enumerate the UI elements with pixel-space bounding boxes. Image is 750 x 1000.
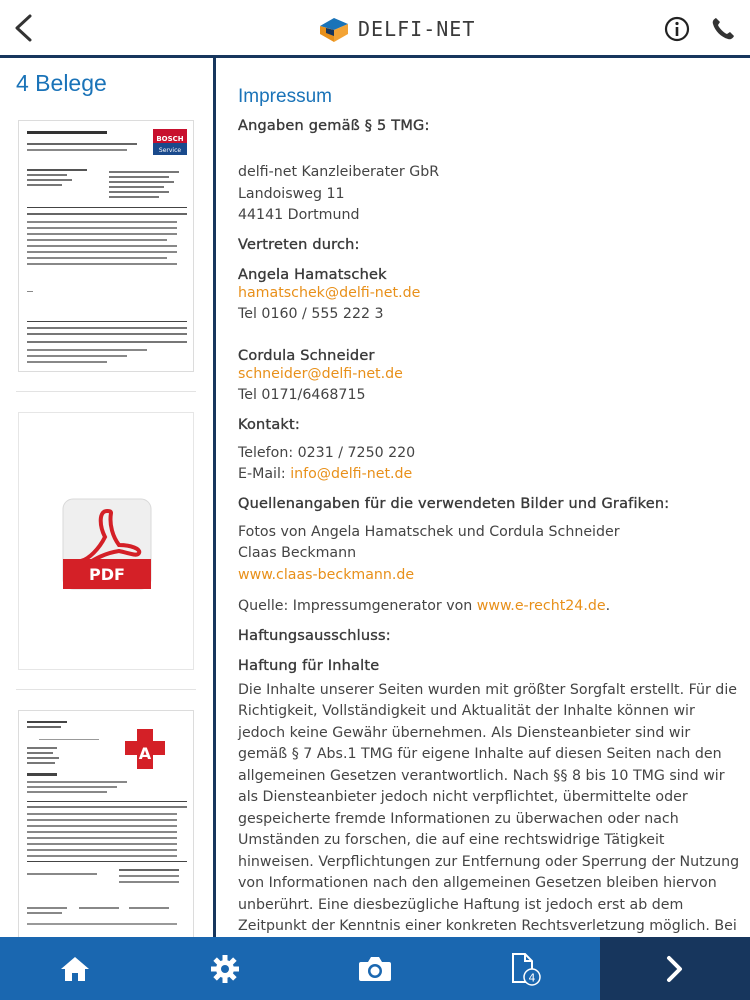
quellen-heading: Quellenangaben für die verwendeten Bilder und Grafiken: [238,495,670,512]
logo-mark-icon [318,14,352,44]
haftung-heading: Haftungsausschluss: [238,627,391,644]
impressum-content [216,58,750,937]
receipt-thumbnail-pharmacy [18,710,194,937]
delfi-net-logo [318,12,475,46]
phone-button[interactable] [708,14,738,44]
documents-badge: 4 [528,971,536,984]
tab-home[interactable] [0,937,150,1000]
person1-name: Angela Hamatschek [238,266,387,283]
kontakt-telefon: Telefon: 0231 / 7250 220 [238,444,416,461]
chevron-right-icon [664,954,686,984]
receipt-thumbnail-invoice [18,120,194,372]
camera-icon [358,955,392,983]
pharmacy-receipt-icon [19,711,194,937]
angaben-heading: Angaben gemäß § 5 TMG: [238,118,430,134]
company-city: 44141 Dortmund [238,207,360,223]
bottom-tab-bar [0,937,750,1000]
company-name: delfi-net Kanzleiberater GbR [238,164,440,180]
person1-email-link[interactable]: hamatschek@delfi-net.de [238,284,421,301]
receipts-count-title: 4 Belege [16,70,107,96]
person1-tel: Tel 0160 / 555 222 3 [238,306,384,322]
logo-text: DELFI-NET [358,17,476,41]
claas-link[interactable]: www.claas-beckmann.de [238,566,415,583]
kontakt-email-link[interactable]: info@delfi-net.de [290,466,413,482]
svg-text:BOSCH: BOSCH [156,135,184,143]
quelle-suffix: . [605,598,611,614]
svg-text:A: A [138,744,152,763]
back-button[interactable] [6,10,40,46]
erecht24-link[interactable]: www.e-recht24.de [476,598,606,614]
receipts-sidebar [0,58,213,937]
page-title: Impressum [238,86,332,107]
company-street: Landoisweg 11 [238,185,345,202]
invoice-document-icon [19,121,194,372]
tab-camera[interactable] [300,937,450,1000]
info-button[interactable] [662,14,692,44]
phone-icon [708,14,738,44]
pdf-label: PDF [89,565,125,584]
receipt-item-1[interactable] [16,120,196,392]
kontakt-email-prefix: E-Mail: [238,466,291,482]
document-icon [508,952,542,986]
home-icon [60,955,90,983]
receipt-thumbnail-pdf [18,412,194,670]
kontakt-email [238,464,740,486]
pdf-file-icon [19,413,194,670]
info-icon [662,14,692,44]
vertreten-heading: Vertreten durch: [238,236,360,253]
receipt-item-3[interactable] [16,710,196,937]
kontakt-heading: Kontakt: [238,416,300,433]
tab-documents[interactable] [450,937,600,1000]
chevron-left-icon [12,13,34,43]
receipt-item-2[interactable] [16,412,196,690]
tab-settings[interactable] [150,937,300,1000]
tab-next[interactable] [600,937,750,1000]
person2-tel: Tel 0171/6468715 [238,387,366,403]
svg-text:Service: Service [158,147,182,154]
quelle-prefix: Quelle: Impressumgenerator von [238,598,477,614]
inhalte-text: Die Inhalte unserer Seiten wurden mit größter Sorgfalt erstellt. Für die Richtigkeit, Vollständigkeit und Aktualität der Inhalte können wir jedoch keine Gewähr übernehmen. Als Diensteanbieter sind wir gemäß § 7 Abs.1 TMG für eigene Inhalte auf diesen Seiten nach den allgemeinen Gesetzen verantwortlich. Nach §§ 8 bis 10 TMG sind wir als Diensteanbieter jedoch nicht verpflichtet, übermittelte oder gespeicherte fremde Informationen zu überwachen oder nach Umständen zu forschen, die auf eine rechtswidrige Tätigkeit hinweisen. Verpflichtungen zur Entfernung oder Sperrung der Nutzung von Informationen nach den allgemeinen Gesetzen bleiben hiervon unberührt. Eine diesbezügliche Haftung ist jedoch erst ab dem Zeitpunkt der Kenntnis einer konkreten Rechtsverletzung möglich. Bei [238,681,740,934]
claas-credit: Claas Beckmann [238,545,357,561]
quelle-line [238,596,740,618]
person2-email-link[interactable]: schneider@delfi-net.de [238,365,403,382]
fotos-credit: Fotos von Angela Hamatschek und Cordula Schneider [238,523,620,540]
person2-name: Cordula Schneider [238,347,375,364]
app-header [0,0,750,58]
gear-icon [210,954,240,984]
inhalte-heading: Haftung für Inhalte [238,657,380,674]
